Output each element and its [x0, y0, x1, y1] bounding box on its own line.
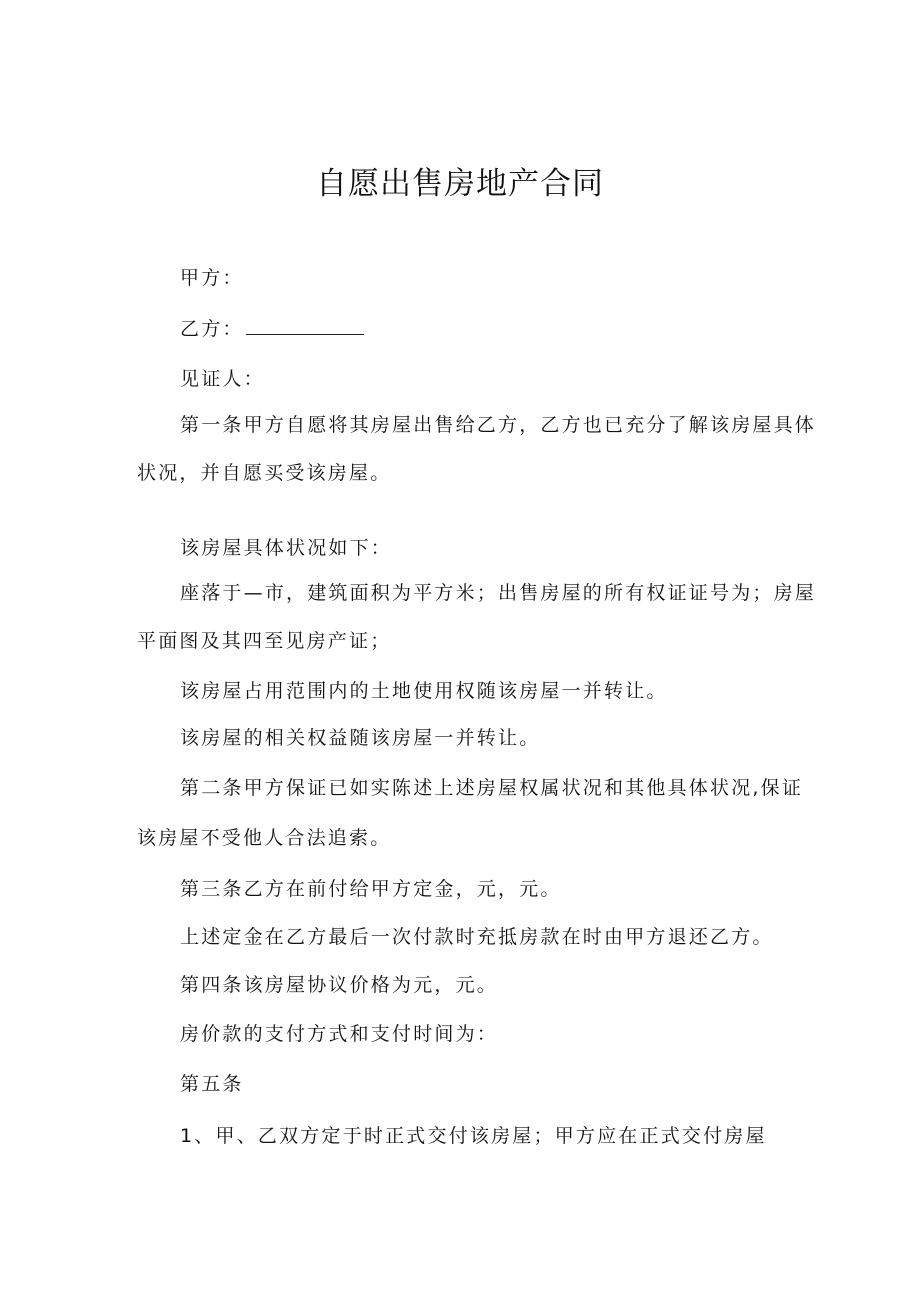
- party-b-label: 乙方：: [180, 318, 244, 340]
- paragraph-line: 第二条甲方保证已如实陈述上述房屋权属状况和其他具体状况,保证: [180, 777, 804, 799]
- paragraph-line: 1、甲、乙双方定于时正式交付该房屋；甲方应在正式交付房屋: [180, 1125, 767, 1147]
- paragraph-line: 上述定金在乙方最后一次付款时充抵房款在时由甲方退还乙方。: [180, 926, 774, 948]
- paragraph-line: 状况，并自愿买受该房屋。: [137, 462, 392, 484]
- paragraph-line: 第三条乙方在前付给甲方定金，元，元。: [180, 878, 562, 900]
- paragraph-line: 平面图及其四至见房产证；: [137, 630, 392, 652]
- paragraph-line: 房价款的支付方式和支付时间为：: [180, 1023, 499, 1045]
- paragraph-line: 第四条该房屋协议价格为元，元。: [180, 974, 499, 996]
- party-b-line: [180, 314, 364, 341]
- paragraph-line: 第一条甲方自愿将其房屋出售给乙方，乙方也已充分了解该房屋具体: [180, 414, 817, 436]
- paragraph-line: 该房屋占用范围内的土地使用权随该房屋一并转让。: [180, 680, 668, 702]
- paragraph-line: 座落于—市，建筑面积为平方米；出售房屋的所有权证证号为；房屋: [180, 582, 817, 604]
- witness-label: 见证人：: [180, 368, 265, 390]
- party-a-label: 甲方：: [180, 267, 244, 289]
- paragraph-line: 该房屋具体状况如下：: [180, 537, 393, 559]
- paragraph-line: 该房屋的相关权益随该房屋一并转让。: [180, 727, 541, 749]
- party-b-blank: [246, 320, 364, 335]
- document-title: 自愿出售房地产合同: [316, 166, 604, 202]
- paragraph-line: 第五条: [180, 1073, 244, 1095]
- paragraph-line: 该房屋不受他人合法追索。: [137, 827, 392, 849]
